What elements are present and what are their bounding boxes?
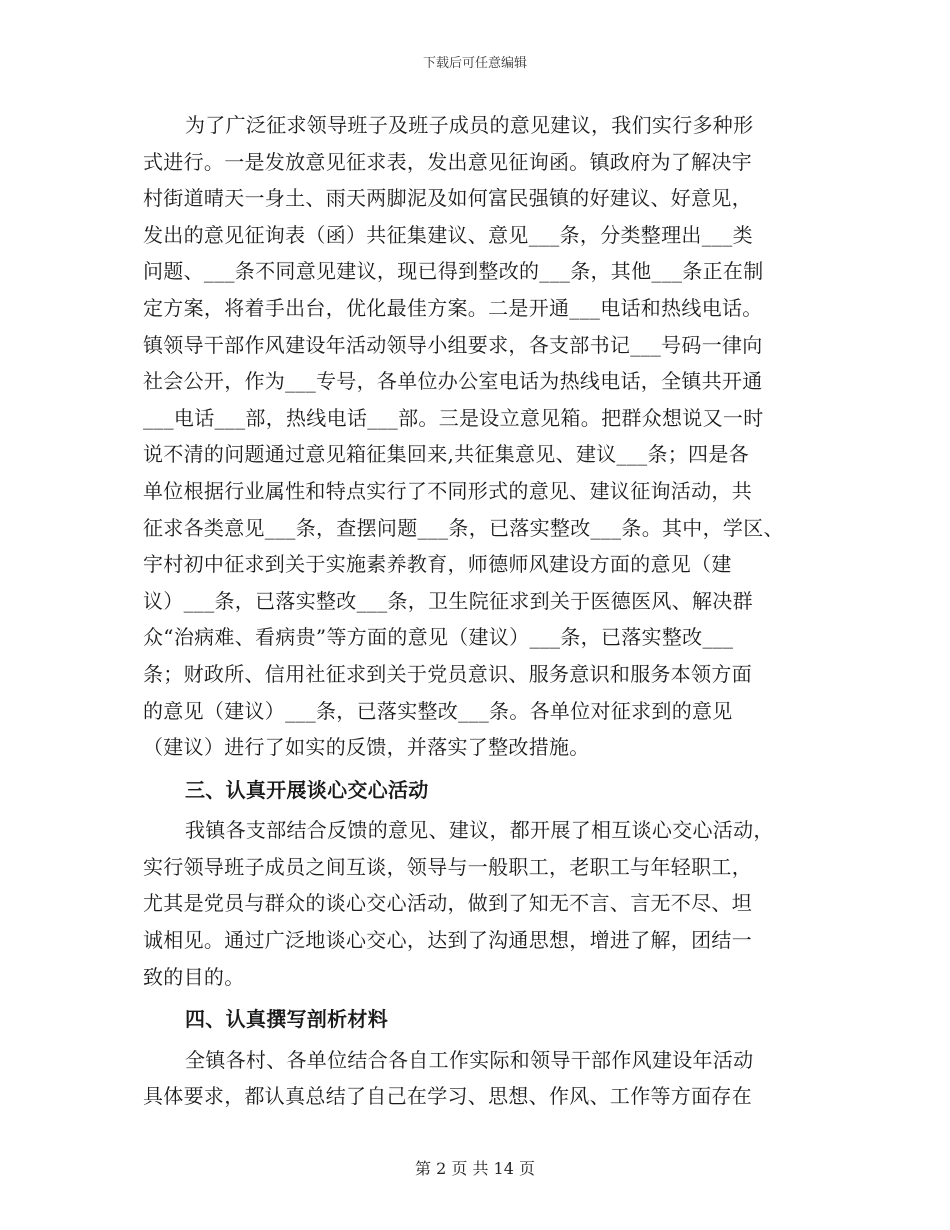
text-line: 征求各类意见___条，查摆问题___条，已落实整改___条。其中，学区、	[143, 515, 784, 540]
text-line: 问题、___条不同意见建议，现已得到整改的___条，其他___条正在制	[143, 259, 764, 284]
text-line: 的意见（建议）___条，已落实整改___条。各单位对征求到的意见	[143, 698, 733, 723]
text-line: 我镇各支部结合反馈的意见、建议，都开展了相互谈心交心活动，	[185, 818, 774, 843]
page-header: 下载后可任意编辑	[422, 56, 527, 71]
text-line: 单位根据行业属性和特点实行了不同形式的意见、建议征询活动，共	[143, 478, 752, 503]
text-line: （建议）进行了如实的反馈，并落实了整改措施。	[143, 735, 590, 760]
text-line: 式进行。一是发放意见征求表，发出意见征询函。镇政府为了解决宇	[143, 149, 752, 174]
text-line: 全镇各村、各单位结合各自工作实际和领导干部作风建设年活动	[185, 1047, 754, 1072]
text-line: 发出的意见征询表（函）共征集建议、意见___条，分类整理出___类	[143, 222, 753, 247]
paragraph-analysis	[143, 1042, 823, 1115]
text-line: 众“治病难、看病贵”等方面的意见（建议）___条，已落实整改___	[143, 625, 734, 650]
section-heading-4: 四、认真撰写剖析材料	[185, 1007, 388, 1032]
text-line: 具体要求，都认真总结了自己在学习、思想、作风、工作等方面存在	[143, 1084, 752, 1109]
text-line: 说不清的问题通过意见箱征集回来,共征集意见、建议___条；四是各	[143, 442, 749, 467]
paragraph-opinions	[143, 107, 823, 766]
document-body	[143, 107, 823, 1115]
paragraph-heart-talks	[143, 812, 823, 995]
text-line: 镇领导干部作风建设年活动领导小组要求，各支部书记___号码一律向	[143, 332, 763, 357]
text-line: 村街道晴天一身土、雨天两脚泥及如何富民强镇的好建议、好意见，	[143, 186, 752, 211]
text-line: 致的目的。	[143, 964, 245, 989]
text-line: 议）___条，已落实整改___条，卫生院征求到关于医德医风、解决群	[143, 588, 753, 613]
text-line: 尤其是党员与群众的谈心交心活动，做到了知无不言、言无不尽、坦	[143, 891, 752, 916]
page-footer: 第 2 页 共 14 页	[415, 1159, 535, 1178]
text-line: 定方案，将着手出台，优化最佳方案。二是开通___电话和热线电话。	[143, 295, 763, 320]
text-line: 社会公开，作为___专号，各单位办公室电话为热线电话，全镇共开通	[143, 369, 763, 394]
section-heading-3: 三、认真开展谈心交心活动	[185, 777, 429, 802]
text-line: 条；财政所、信用社征求到关于党员意识、服务意识和服务本领方面	[143, 661, 752, 686]
text-line: 诚相见。通过广泛地谈心交心，达到了沟通思想，增进了解，团结一	[143, 928, 752, 953]
text-line: ___电话___部，热线电话___部。三是设立意见箱。把群众想说又一时	[143, 405, 764, 430]
text-line: 宇村初中征求到关于实施素养教育，师德师风建设方面的意见（建	[143, 552, 732, 577]
text-line: 为了广泛征求领导班子及班子成员的意见建议，我们实行多种形	[185, 113, 754, 137]
text-line: 实行领导班子成员之间互谈，领导与一般职工，老职工与年轻职工，	[143, 854, 752, 879]
